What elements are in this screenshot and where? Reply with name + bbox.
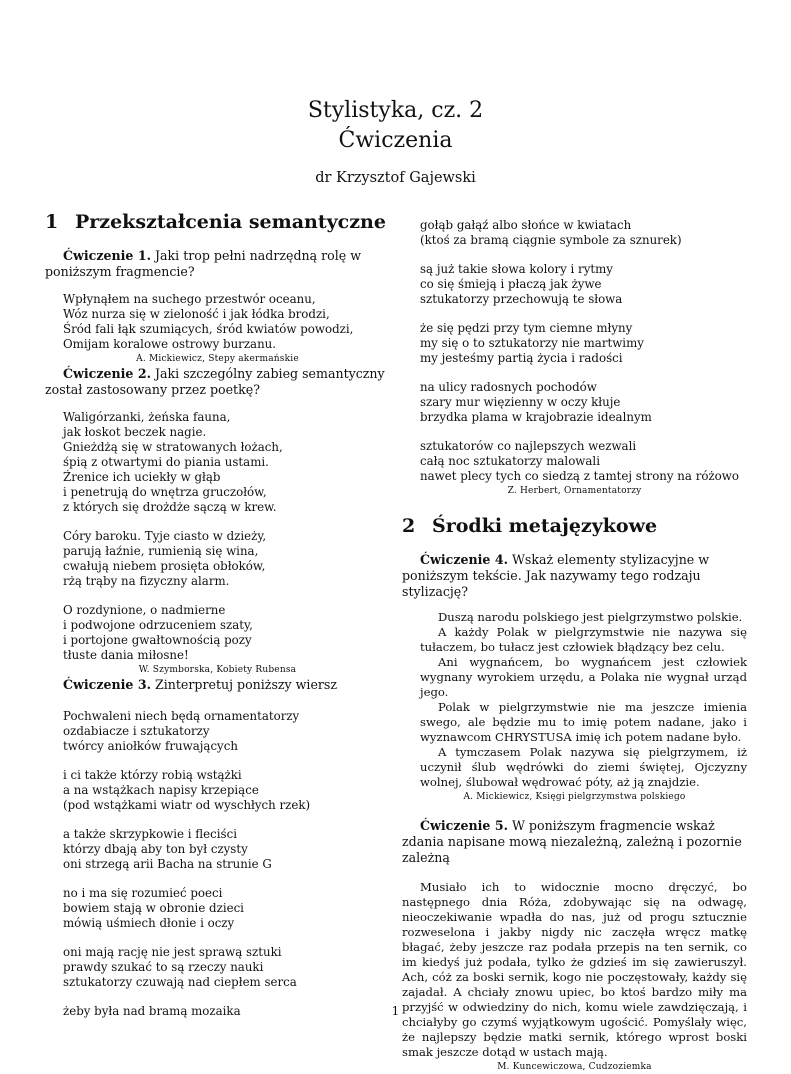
poem-line: Córy baroku. Tyje ciasto w dzieży, — [63, 529, 267, 543]
document-title: Stylistyka, cz. 2 — [307, 98, 484, 123]
poem-line: tłuste dania miłosne! — [63, 648, 189, 662]
poem — [63, 410, 390, 663]
page-number: 1 — [391, 1004, 400, 1018]
title-block — [0, 96, 791, 156]
stanza — [63, 827, 390, 872]
right-column — [402, 218, 747, 1074]
poem-line: brzydka plama w krajobrazie idealnym — [420, 410, 652, 424]
poem-line: cwałują niebem prosięta obłoków, — [63, 559, 266, 573]
poem-line: my się o to sztukatorzy nie martwimy — [420, 336, 644, 350]
exercise-1-prompt: Ćwiczenie 1. Jaki trop pełni nadrzędną rolę w poniższym fragmencie? — [45, 248, 362, 279]
poem-line: sztukatorów co najlepszych wezwali — [420, 439, 637, 453]
paragraph: A każdy Polak w pielgrzymstwie nie nazywa się tułaczem, bo tułacz jest człowiek błądzący bez celu. — [420, 625, 747, 654]
poem — [63, 709, 390, 1019]
poem-line: bowiem stają w obronie dzieci — [63, 901, 244, 915]
paragraph: Polak w pielgrzymstwie nie ma jeszcze imienia swego, ale będzie mu to imię potem nadane, jako i wyznawcom CHRYSTUSA imię ich potem nadane było. — [420, 700, 747, 744]
section-2-heading: 2 Środki metajęzykowe — [402, 515, 658, 537]
poem — [420, 218, 747, 484]
source-citation: Z. Herbert, Ornamentatorzy — [507, 486, 642, 496]
stanza — [63, 768, 390, 813]
author: dr Krzysztof Gajewski — [315, 170, 476, 186]
exercise-4-prompt: Ćwiczenie 4. Wskaż elementy stylizacyjne w poniższym tekście. Jak nazywamy tego rodzaju stylizację? — [402, 552, 710, 599]
source-citation: M. Kuncewiczowa, Cudzoziemka — [497, 1062, 652, 1072]
stanza — [63, 292, 390, 352]
section-1-heading: 1 Przekształcenia semantyczne — [45, 211, 386, 233]
document-subtitle: Ćwiczenia — [338, 128, 453, 153]
poem-line: Źrenice ich uciekły w głąb — [63, 470, 221, 484]
poem-line: żeby była nad bramą mozaika — [63, 1004, 241, 1018]
poem-line: nawet plecy tych co siedzą z tamtej strony na różowo — [420, 469, 739, 483]
poem-line: a na wstążkach napisy krzepiące — [63, 783, 259, 797]
poem-line: rżą trąby na fizyczny alarm. — [63, 574, 230, 588]
poem-line: ozdabiacze i sztukatorzy — [63, 724, 210, 738]
source-citation: W. Szymborska, Kobiety Rubensa — [138, 665, 297, 675]
poem-line: twórcy aniołków fruwających — [63, 739, 238, 753]
poem-line: sztukatorzy przechowują te słowa — [420, 292, 623, 306]
stanza — [420, 439, 747, 484]
paragraph: Ani wygnańcem, bo wygnańcem jest człowiek wygnany wyrokiem urzędu, a Polaka nie wygnał urząd jego. — [420, 655, 747, 699]
poem-line: i penetrują do wnętrza gruczołów, — [63, 485, 267, 499]
poem-line: Omijam koralowe ostrowy burzanu. — [63, 337, 277, 351]
prose-passage: Musiało ich to widocznie mocno dręczyć, bo następnego dnia Róża, zdobywając się na odwagę, nieoczekiwanie wpadła do nas, już od progu sztucznie rozweselona i jakby nigdy nic zaczęła wręcz matkę błagać, żeby jeszcze raz podała przepis na ten sernik, co im kiedyś już podała, tylko że gdzieś im się zawieruszył. Ach, cóż za boski sernik, kogo nie poczęstowały, każdy się zajadał. A chciały znowu upiec, bo ktoś bardzo miły ma przyjść w odwiedziny do nich, komu wiele zawdzięczają, i chciałyby go czymś wyjątkowym ugościć. Pomyślały więc, że najlepszy będzie matki sernik, którego wprost boski smak jeszcze dotąd w ustach mają. — [402, 880, 747, 1059]
poem-line: co się śmieją i płaczą jak żywe — [420, 277, 602, 291]
poem-line: z których się drożdże sączą w krew. — [63, 500, 277, 514]
poem-line: jak łoskot beczek nagie. — [63, 425, 207, 439]
stanza — [63, 603, 390, 663]
left-column — [45, 210, 390, 1019]
stanza — [420, 321, 747, 366]
poem-line: Wóz nurza się w zieloność i jak łódka brodzi, — [63, 307, 330, 321]
stanza — [420, 262, 747, 307]
poem-line: gołąb gałąź albo słońce w kwiatach — [420, 218, 632, 232]
poem-line: i portojone gwałtownością pozy — [63, 633, 252, 647]
stanza — [63, 529, 390, 589]
poem — [63, 292, 390, 352]
poem-line: oni mają rację nie jest sprawą sztuki — [63, 945, 282, 959]
stanza — [63, 886, 390, 931]
poem-line: no i ma się rozumieć poeci — [63, 886, 223, 900]
exercise-2-prompt: Ćwiczenie 2. Jaki szczególny zabieg semantyczny został zastosowany przez poetkę? — [45, 366, 385, 397]
poem-line: Śród fali łąk szumiących, śród kwiatów powodzi, — [63, 322, 354, 336]
poem-line: (pod wstążkami wiatr od wyschłych rzek) — [63, 798, 311, 812]
stanza — [63, 410, 390, 515]
poem-line: Waligórzanki, żeńska fauna, — [63, 410, 231, 424]
source-citation: A. Mickiewicz, Księgi pielgrzymstwa polskiego — [463, 792, 686, 802]
poem-line: Pochwaleni niech będą ornamentatorzy — [63, 709, 300, 723]
paragraph: Duszą narodu polskiego jest pielgrzymstwo polskie. — [438, 610, 743, 624]
poem-line: na ulicy radosnych pochodów — [420, 380, 597, 394]
poem-line: są już takie słowa kolory i rytmy — [420, 262, 613, 276]
poem-line: prawdy szukać to są rzeczy nauki — [63, 960, 264, 974]
poem-line: Gnieżdżą się w stratowanych łożach, — [63, 440, 283, 454]
poem-line: którzy dbają aby ton był czysty — [63, 842, 248, 856]
stanza — [420, 218, 747, 248]
stanza — [63, 709, 390, 754]
poem-line: i podwojone odrzuceniem szaty, — [63, 618, 253, 632]
poem-line: i ci także którzy robią wstążki — [63, 768, 242, 782]
poem-line: parują łaźnie, rumienią się wina, — [63, 544, 259, 558]
poem-line: O rozdynione, o nadmierne — [63, 603, 226, 617]
poem-line: sztukatorzy czuwają nad ciepłem serca — [63, 975, 297, 989]
poem-line: a także skrzypkowie i fleciści — [63, 827, 237, 841]
poem-line: całą noc sztukatorzy malowali — [420, 454, 600, 468]
paragraph: A tymczasem Polak nazywa się pielgrzymem, iż uczynił ślub wędrówki do ziemi świętej, Ojczyzny wolnej, ślubował wędrować póty, aż ją znajdzie. — [420, 745, 747, 789]
poem-line: mówią uśmiech dłonie i oczy — [63, 916, 235, 930]
source-citation: A. Mickiewicz, Stepy akermańskie — [136, 354, 299, 364]
exercise-3-prompt: Ćwiczenie 3. Zinterpretuj poniższy wiersz — [63, 677, 338, 692]
exercise-5-prompt: Ćwiczenie 5. W poniższym fragmencie wskaż zdania napisane mową niezależną, zależną i pozornie zależną — [402, 818, 742, 865]
stanza — [420, 380, 747, 425]
prose-passage — [420, 610, 747, 790]
poem-line: Wpłynąłem na suchego przestwór oceanu, — [63, 292, 316, 306]
poem-line: my jesteśmy partią życia i radości — [420, 351, 623, 365]
poem-line: (ktoś za bramą ciągnie symbole za sznurek) — [420, 233, 682, 247]
stanza — [63, 945, 390, 990]
poem-line: oni strzegą arii Bacha na strunie G — [63, 857, 272, 871]
poem-line: szary mur więzienny w oczy kłuje — [420, 395, 621, 409]
poem-line: śpią z otwartymi do piania ustami. — [63, 455, 269, 469]
poem-line: że się pędzi przy tym ciemne młyny — [420, 321, 633, 335]
